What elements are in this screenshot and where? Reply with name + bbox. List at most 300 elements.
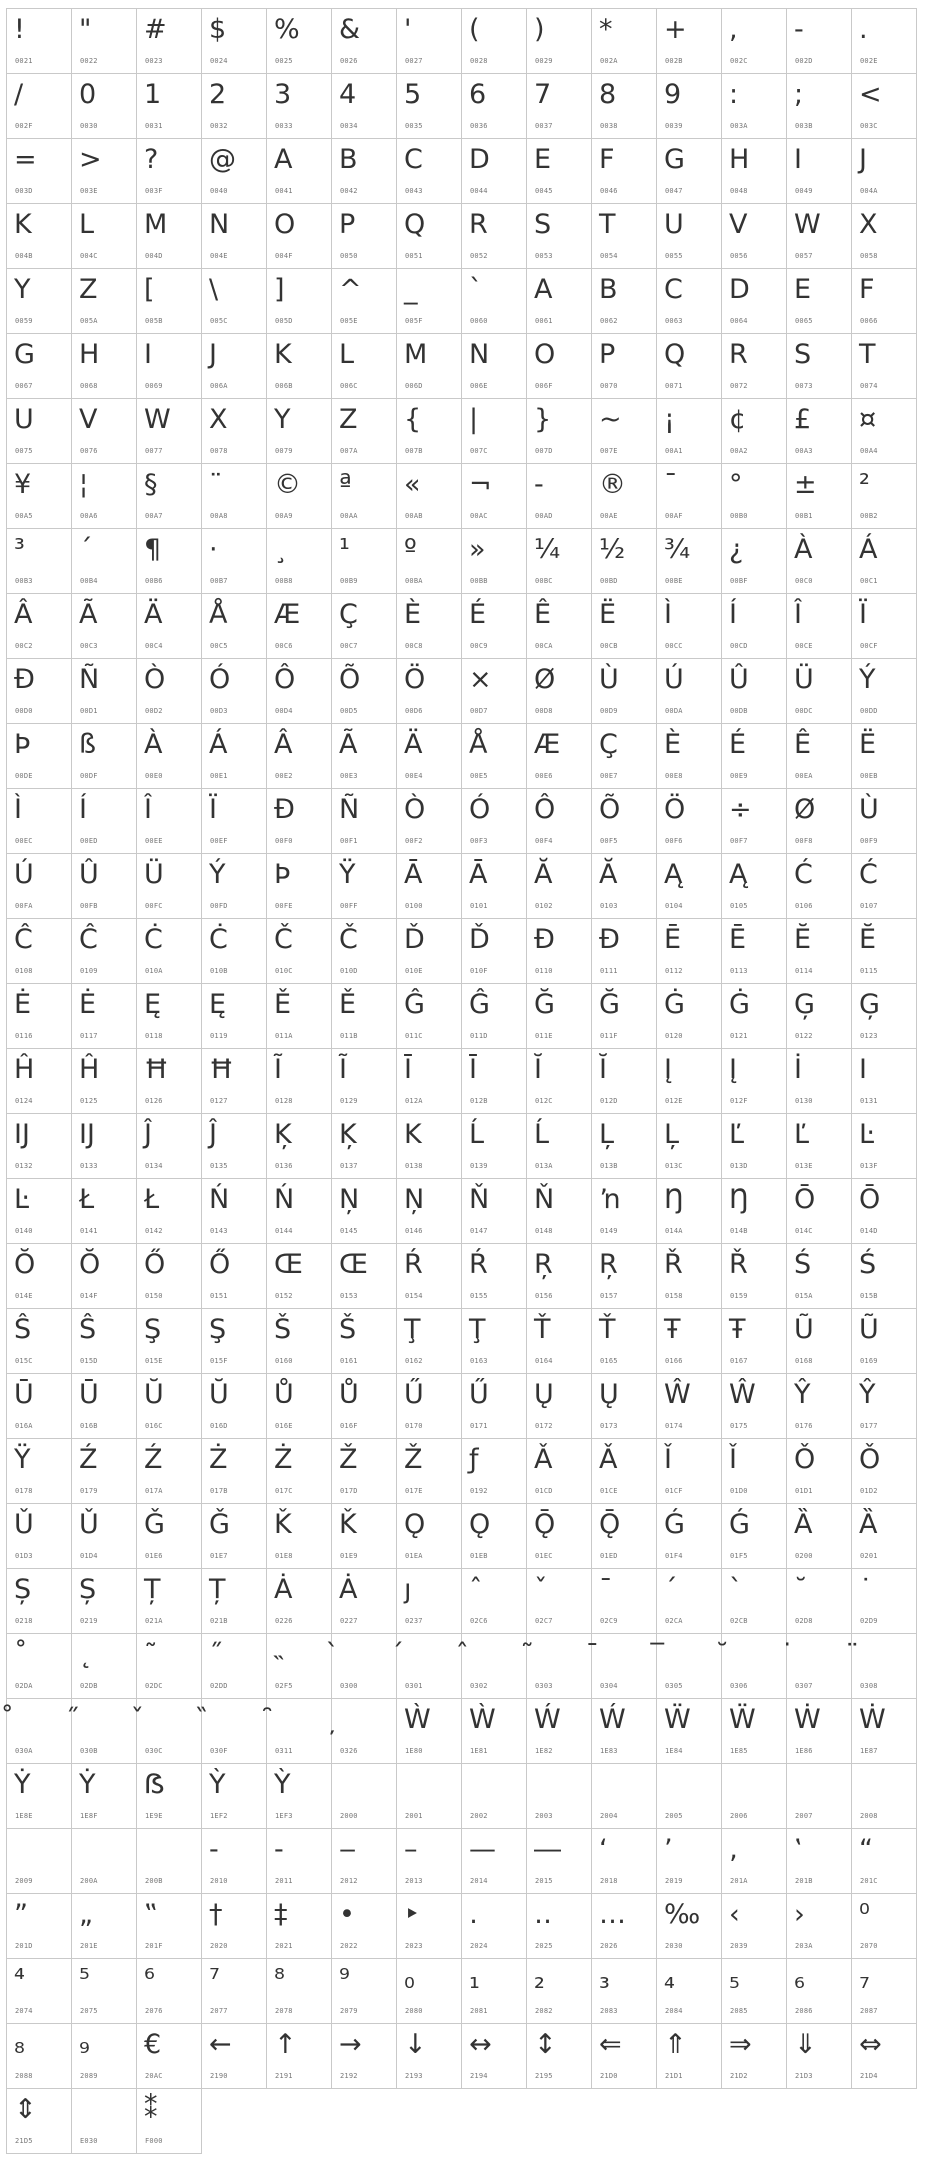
codepoint-label: 00D6 [405, 707, 423, 715]
codepoint-label: 010F [470, 967, 488, 975]
glyph-cell [722, 594, 787, 659]
glyph-cell [137, 984, 202, 1049]
glyph-cell [72, 2089, 137, 2154]
codepoint-label: 0066 [860, 317, 878, 325]
glyph-cell [137, 1114, 202, 1179]
codepoint-label: 01E9 [340, 1552, 358, 1560]
codepoint-label: 2021 [275, 1942, 293, 1950]
glyph-cell [7, 854, 72, 919]
codepoint-label: 2011 [275, 1877, 293, 1885]
codepoint-label: 0326 [340, 1747, 358, 1755]
codepoint-label: 013B [600, 1162, 618, 1170]
glyph-char: ⇐ [599, 2029, 622, 2060]
codepoint-label: 016D [210, 1422, 228, 1430]
glyph-char: ‛ [794, 1834, 803, 1865]
glyph-cell [722, 789, 787, 854]
codepoint-label: 0076 [80, 447, 98, 455]
glyph-cell [527, 269, 592, 334]
glyph-cell [267, 1309, 332, 1374]
codepoint-label: 2077 [210, 2007, 228, 2015]
glyph-cell [527, 659, 592, 724]
glyph-char: Ī [404, 1054, 412, 1085]
glyph-cell [202, 2024, 267, 2089]
glyph-cell [72, 464, 137, 529]
glyph-char: ^ [339, 274, 362, 305]
codepoint-label: 01D1 [795, 1487, 813, 1495]
glyph-cell [722, 204, 787, 269]
codepoint-label: 00CC [665, 642, 683, 650]
glyph-cell [332, 1309, 397, 1374]
codepoint-label: 00BF [730, 577, 748, 585]
glyph-char: ‑ [274, 1834, 284, 1865]
glyph-cell [397, 2024, 462, 2089]
glyph-char: Ŷ [859, 1379, 876, 1410]
glyph-char: ª [339, 469, 352, 500]
glyph-char: Œ [274, 1249, 303, 1280]
glyph-cell [202, 1374, 267, 1439]
glyph-char: Ĥ [79, 1054, 100, 1085]
glyph-cell [462, 1374, 527, 1439]
glyph-char: Ł [79, 1184, 95, 1215]
glyph-char: Ě [274, 989, 292, 1020]
glyph-char: 5 [404, 79, 422, 110]
glyph-char: Ŋ [664, 1184, 685, 1215]
glyph-cell [462, 1634, 527, 1699]
glyph-cell [332, 74, 397, 139]
glyph-char: ⁶ [144, 1964, 155, 1995]
glyph-char: Ē [664, 924, 682, 955]
codepoint-label: 2023 [405, 1942, 423, 1950]
glyph-char: Ý [209, 859, 226, 890]
glyph-cell [527, 74, 592, 139]
glyph-char: ‹ [729, 1899, 740, 1930]
glyph-cell [137, 269, 202, 334]
glyph-char: ( [469, 14, 480, 45]
glyph-char: V [79, 404, 98, 435]
glyph-cell [267, 1244, 332, 1309]
glyph-char: À [794, 534, 813, 565]
glyph-char: £ [794, 404, 812, 435]
glyph-cell [397, 984, 462, 1049]
codepoint-label: 21D2 [730, 2072, 748, 2080]
glyph-cell [657, 1114, 722, 1179]
codepoint-label: E030 [80, 2137, 98, 2145]
glyph-char: Ő [144, 1249, 166, 1280]
glyph-cell [592, 594, 657, 659]
codepoint-label: 201B [795, 1877, 813, 1885]
codepoint-label: 0133 [80, 1162, 98, 1170]
glyph-char: Ẃ [534, 1704, 561, 1735]
glyph-char: Ã [79, 599, 98, 630]
codepoint-label: 0059 [15, 317, 33, 325]
glyph-cell [527, 1374, 592, 1439]
glyph-cell [332, 204, 397, 269]
codepoint-label: 00FD [210, 902, 228, 910]
glyph-char: Ẇ [794, 1704, 821, 1735]
glyph-cell [397, 789, 462, 854]
glyph-cell [267, 139, 332, 204]
codepoint-label: 02F5 [275, 1682, 293, 1690]
glyph-cell [592, 9, 657, 74]
glyph-char: Ė [14, 989, 32, 1020]
codepoint-label: 003A [730, 122, 748, 130]
glyph-cell [137, 529, 202, 594]
glyph-cell [202, 464, 267, 529]
glyph-char: Ł [144, 1184, 160, 1215]
codepoint-label: 0141 [80, 1227, 98, 1235]
glyph-char: | [469, 404, 479, 435]
codepoint-label: 01F5 [730, 1552, 748, 1560]
glyph-char: ¦ [79, 469, 89, 500]
codepoint-label: 2010 [210, 1877, 228, 1885]
glyph-cell [462, 139, 527, 204]
glyph-char: Ĝ [404, 989, 425, 1020]
glyph-char: Á [209, 729, 228, 760]
glyph-cell [722, 659, 787, 724]
glyph-char: = [14, 144, 37, 175]
glyph-cell [202, 1439, 267, 1504]
codepoint-label: 2193 [405, 2072, 423, 2080]
glyph-cell [852, 1504, 917, 1569]
codepoint-label: 004D [145, 252, 163, 260]
glyph-cell [267, 594, 332, 659]
codepoint-label: 2075 [80, 2007, 98, 2015]
codepoint-label: 0123 [860, 1032, 878, 1040]
glyph-cell [462, 74, 527, 139]
codepoint-label: 0052 [470, 252, 488, 260]
codepoint-label: 0171 [470, 1422, 488, 1430]
glyph-cell [462, 854, 527, 919]
glyph-cell [527, 334, 592, 399]
codepoint-label: 00F4 [535, 837, 553, 845]
glyph-cell [592, 1764, 657, 1829]
glyph-char: Ô [534, 794, 556, 825]
glyph-cell [787, 1764, 852, 1829]
glyph-char: ₁ [469, 1964, 480, 1995]
glyph-cell [72, 1634, 137, 1699]
glyph-cell [202, 1569, 267, 1634]
glyph-cell [787, 464, 852, 529]
glyph-char: Ĳ [14, 1119, 30, 1150]
glyph-cell [202, 1049, 267, 1114]
glyph-cell [267, 1764, 332, 1829]
glyph-cell [787, 1699, 852, 1764]
glyph-cell [462, 1569, 527, 1634]
glyph-char: © [274, 469, 301, 500]
codepoint-label: 0049 [795, 187, 813, 195]
glyph-cell [267, 334, 332, 399]
glyph-char: Į [664, 1054, 672, 1085]
glyph-char: Ź [144, 1444, 163, 1475]
codepoint-label: 003D [15, 187, 33, 195]
glyph-cell [397, 1699, 462, 1764]
glyph-char: ¨ [209, 469, 223, 500]
codepoint-label: 0130 [795, 1097, 813, 1105]
glyph-cell [397, 659, 462, 724]
glyph-cell [137, 139, 202, 204]
glyph-char: ˉ [599, 1574, 613, 1605]
codepoint-label: 00D7 [470, 707, 488, 715]
glyph-cell [657, 2024, 722, 2089]
codepoint-label: 00E4 [405, 772, 423, 780]
glyph-char: Æ [534, 729, 561, 760]
glyph-char: 4 [339, 79, 357, 110]
glyph-cell [72, 724, 137, 789]
codepoint-label: 0135 [210, 1162, 228, 1170]
glyph-char: ẞ [144, 1769, 165, 1800]
glyph-char: Ķ [274, 1119, 292, 1150]
codepoint-label: 01EC [535, 1552, 553, 1560]
codepoint-label: 016C [145, 1422, 163, 1430]
glyph-char: Ĭ [599, 1054, 607, 1085]
glyph-cell [527, 399, 592, 464]
glyph-char: Ī [469, 1054, 477, 1085]
glyph-cell [72, 399, 137, 464]
glyph-cell [267, 1504, 332, 1569]
glyph-char: ŉ [599, 1184, 621, 1215]
glyph-char: Ċ [209, 924, 228, 955]
codepoint-label: 0056 [730, 252, 748, 260]
codepoint-label: 2191 [275, 2072, 293, 2080]
codepoint-label: 0152 [275, 1292, 293, 1300]
glyph-cell [657, 1049, 722, 1114]
glyph-char: 0 [79, 79, 97, 110]
codepoint-label: 012F [730, 1097, 748, 1105]
glyph-char: ° [729, 469, 743, 500]
glyph-cell [72, 1959, 137, 2024]
codepoint-label: 02DB [80, 1682, 98, 1690]
glyph-cell [397, 594, 462, 659]
codepoint-label: 015B [860, 1292, 878, 1300]
glyph-cell [7, 399, 72, 464]
glyph-char: Á [859, 534, 878, 565]
glyph-cell [852, 659, 917, 724]
codepoint-label: 021B [210, 1617, 228, 1625]
glyph-cell [202, 74, 267, 139]
codepoint-label: 2070 [860, 1942, 878, 1950]
glyph-cell [72, 789, 137, 854]
glyph-char: - [534, 469, 544, 500]
glyph-char: A [274, 144, 293, 175]
glyph-cell [462, 269, 527, 334]
codepoint-label: 0117 [80, 1032, 98, 1040]
glyph-cell [397, 204, 462, 269]
codepoint-label: 1E81 [470, 1747, 488, 1755]
glyph-char: Š [274, 1314, 292, 1345]
glyph-char: ˆ [469, 1574, 483, 1605]
glyph-char: ˜ [144, 1639, 158, 1670]
glyph-char: Ŧ [664, 1314, 681, 1345]
glyph-cell [7, 1244, 72, 1309]
glyph-char: : [729, 79, 739, 110]
glyph-cell [202, 1309, 267, 1374]
glyph-char: N [469, 339, 490, 370]
glyph-cell [722, 399, 787, 464]
glyph-char: Ǭ [534, 1509, 556, 1540]
glyph-char: 3 [274, 79, 292, 110]
glyph-cell [787, 1374, 852, 1439]
glyph-cell [787, 1049, 852, 1114]
glyph-char: Ẇ [859, 1704, 886, 1735]
glyph-char: Â [14, 599, 33, 630]
glyph-char: ₀ [404, 1964, 415, 1995]
codepoint-label: 00BA [405, 577, 423, 585]
codepoint-label: 2195 [535, 2072, 553, 2080]
glyph-char: Ŭ [144, 1379, 164, 1410]
glyph-char: “ [859, 1834, 873, 1865]
glyph-cell [332, 529, 397, 594]
glyph-cell [72, 1829, 137, 1894]
glyph-cell [527, 594, 592, 659]
glyph-cell [332, 1504, 397, 1569]
glyph-char: Ĕ [859, 924, 877, 955]
glyph-char: Ľ [794, 1119, 810, 1150]
glyph-cell [592, 1959, 657, 2024]
codepoint-label: 0154 [405, 1292, 423, 1300]
glyph-cell [397, 529, 462, 594]
codepoint-label: 00D8 [535, 707, 553, 715]
codepoint-label: 0192 [470, 1487, 488, 1495]
glyph-char: À [144, 729, 163, 760]
codepoint-label: 2192 [340, 2072, 358, 2080]
glyph-char: › [794, 1899, 805, 1930]
codepoint-label: 00B8 [275, 577, 293, 585]
glyph-char: Ê [794, 729, 812, 760]
glyph-cell [397, 1114, 462, 1179]
glyph-cell [462, 1439, 527, 1504]
glyph-char: Ŝ [14, 1314, 32, 1345]
codepoint-label: 0040 [210, 187, 228, 195]
glyph-cell [267, 1049, 332, 1114]
codepoint-label: 00EF [210, 837, 228, 845]
glyph-cell [787, 204, 852, 269]
glyph-cell [332, 399, 397, 464]
glyph-char: Ẅ [664, 1704, 691, 1735]
glyph-cell [332, 269, 397, 334]
codepoint-label: 00A4 [860, 447, 878, 455]
glyph-cell [657, 1309, 722, 1374]
glyph-char: Ř [664, 1249, 683, 1280]
glyph-char: ₄ [664, 1964, 675, 1995]
codepoint-label: 2018 [600, 1877, 618, 1885]
codepoint-label: 01CE [600, 1487, 618, 1495]
glyph-char: Ǵ [729, 1509, 750, 1540]
codepoint-label: 0162 [405, 1357, 423, 1365]
codepoint-label: 006F [535, 382, 553, 390]
glyph-cell [592, 74, 657, 139]
glyph-cell [72, 1894, 137, 1959]
codepoint-label: 1E9E [145, 1812, 163, 1820]
codepoint-label: 0101 [470, 902, 488, 910]
codepoint-label: 2084 [665, 2007, 683, 2015]
glyph-cell [852, 1049, 917, 1114]
glyph-cell [72, 139, 137, 204]
codepoint-label: 0074 [860, 382, 878, 390]
codepoint-label: 0303 [535, 1682, 553, 1690]
glyph-cell [137, 659, 202, 724]
glyph-cell [852, 1439, 917, 1504]
codepoint-label: 0021 [15, 57, 33, 65]
glyph-char: Ģ [859, 989, 880, 1020]
codepoint-label: 0075 [15, 447, 33, 455]
glyph-char: 8 [599, 79, 617, 110]
glyph-cell [852, 269, 917, 334]
glyph-char: ₇ [859, 1964, 870, 1995]
glyph-char: G [664, 144, 685, 175]
codepoint-label: 00E5 [470, 772, 488, 780]
glyph-char: D [729, 274, 750, 305]
glyph-cell [7, 9, 72, 74]
glyph-cell [852, 1114, 917, 1179]
codepoint-label: 2026 [600, 1942, 618, 1950]
glyph-char: Ũ [794, 1314, 814, 1345]
glyph-cell [137, 1309, 202, 1374]
glyph-cell [527, 1699, 592, 1764]
glyph-char: Ò [404, 794, 426, 825]
glyph-cell [332, 659, 397, 724]
glyph-cell [722, 1959, 787, 2024]
glyph-cell [592, 529, 657, 594]
glyph-cell [527, 919, 592, 984]
codepoint-label: 2007 [795, 1812, 813, 1820]
codepoint-label: 011D [470, 1032, 488, 1040]
codepoint-label: 010B [210, 967, 228, 975]
codepoint-label: 1E82 [535, 1747, 553, 1755]
glyph-char: Ų [534, 1379, 554, 1410]
glyph-cell [657, 854, 722, 919]
codepoint-label: 0026 [340, 57, 358, 65]
codepoint-label: 015E [145, 1357, 163, 1365]
codepoint-label: 0038 [600, 122, 618, 130]
glyph-cell [527, 984, 592, 1049]
glyph-char: ↓ [404, 2029, 427, 2060]
glyph-char: Ñ [79, 664, 100, 695]
glyph-cell [137, 464, 202, 529]
glyph-cell [332, 334, 397, 399]
glyph-char: U [14, 404, 34, 435]
codepoint-label: 1E8E [15, 1812, 33, 1820]
glyph-cell [852, 984, 917, 1049]
glyph-cell [72, 1439, 137, 1504]
glyph-cell [527, 1569, 592, 1634]
codepoint-label: 00AD [535, 512, 553, 520]
glyph-cell [397, 1439, 462, 1504]
glyph-char: ² [859, 469, 870, 500]
codepoint-label: 0036 [470, 122, 488, 130]
codepoint-label: 00BB [470, 577, 488, 585]
codepoint-label: 010E [405, 967, 423, 975]
glyph-cell [332, 1569, 397, 1634]
codepoint-label: 014E [15, 1292, 33, 1300]
glyph-char: ‐ [209, 1834, 219, 1865]
glyph-cell [722, 1309, 787, 1374]
glyph-char: × [469, 664, 492, 695]
glyph-char: X [859, 209, 878, 240]
glyph-cell [787, 854, 852, 919]
codepoint-label: 0136 [275, 1162, 293, 1170]
glyph-char: Ä [404, 729, 423, 760]
glyph-char: Ü [794, 664, 814, 695]
codepoint-label: 012C [535, 1097, 553, 1105]
codepoint-label: 02CA [665, 1617, 683, 1625]
codepoint-label: 201E [80, 1942, 98, 1950]
glyph-cell [267, 984, 332, 1049]
codepoint-label: 00C7 [340, 642, 358, 650]
glyph-cell [657, 464, 722, 529]
glyph-cell [332, 1959, 397, 2024]
glyph-cell [137, 1504, 202, 1569]
glyph-cell [397, 1829, 462, 1894]
